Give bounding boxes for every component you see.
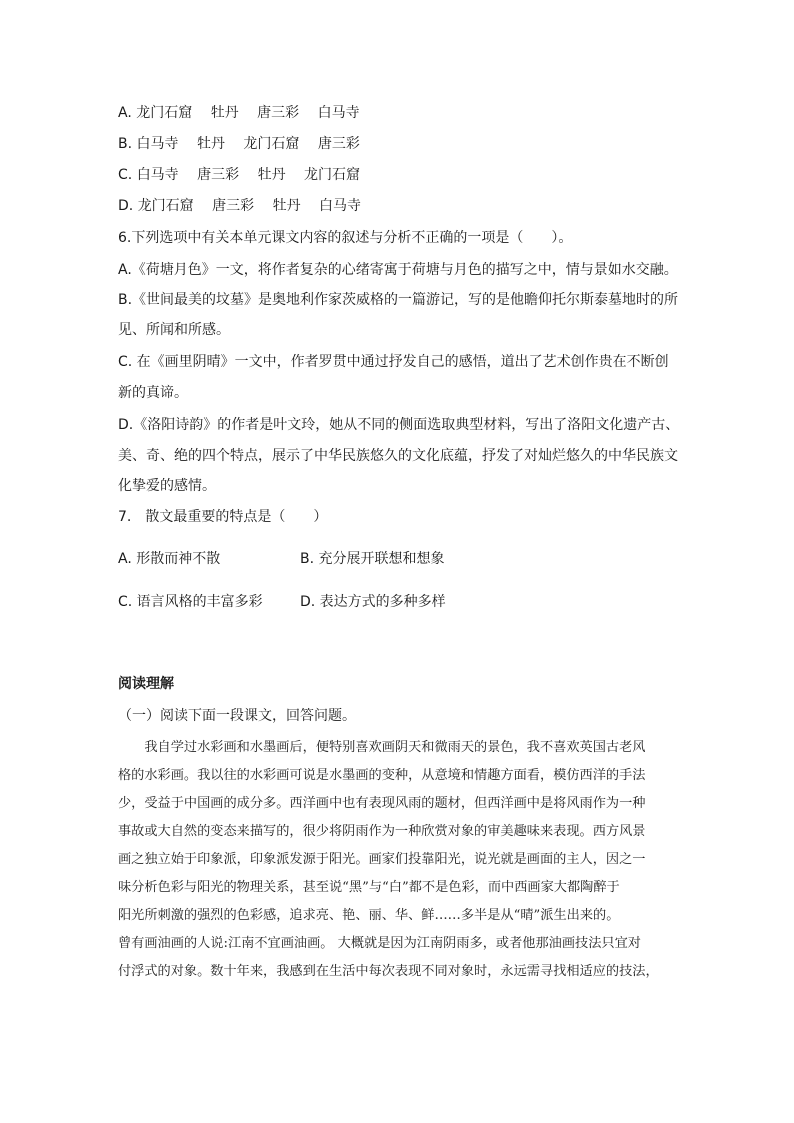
q5-option-b-item-2: 牡丹 <box>196 136 225 152</box>
q5-option-a-item-1: 龙门石窟 <box>136 105 193 121</box>
q5-option-a-item-2: 牡丹 <box>210 105 239 121</box>
q5-option-b-letter: B. <box>118 136 133 152</box>
q5-option-a-item-4: 白马寺 <box>317 105 360 121</box>
section-heading: 阅读理解 <box>118 676 174 692</box>
q6-option-a: A.《荷塘月色》一文，将作者复杂的心绪寄寓于荷塘与月色的描写之中，情与景如水交融。 <box>118 262 678 278</box>
passage-line-2: 格的水彩画。我以往的水彩画可说是水墨画的变种，从意境和情趣方面看，模仿西洋的手法 <box>118 768 646 783</box>
q7-option-c: C. 语言风格的丰富多彩 <box>118 594 263 610</box>
q7-option-b: B. 充分展开联想和想象 <box>300 551 445 567</box>
q5-option-a-item-3: 唐三彩 <box>257 105 300 121</box>
q5-option-d-item-1: 龙门石窟 <box>137 198 194 214</box>
q6-option-d-line-3: 化挚爱的感情。 <box>118 478 216 494</box>
q5-option-b-item-4: 唐三彩 <box>317 136 360 152</box>
q6-option-d-line-2: 美、奇、绝的四个特点，展示了中华民族悠久的文化底蕴，抒发了对灿烂悠久的中华民族文 <box>118 448 678 464</box>
q5-option-a <box>118 103 374 123</box>
q6-stem: 6.下列选项中有关本单元课文内容的叙述与分析不正确的一项是（ ）。 <box>118 230 573 246</box>
q5-option-c-item-3: 牡丹 <box>257 167 286 183</box>
q6-option-b-line-1: B.《世间最美的坟墓》是奥地利作家茨威格的一篇游记，写的是他瞻仰托尔斯泰墓地时的所 <box>118 292 679 308</box>
q7-stem: 7. 散文最重要的特点是（ ） <box>118 509 328 525</box>
passage-line-6: 味分析色彩与阳光的物理关系，甚至说“黑”与“白”都不是色彩，而中西画家大都陶醉于 <box>118 880 620 895</box>
q5-option-b-item-1: 白马寺 <box>136 136 179 152</box>
q7-option-a: A. 形散而神不散 <box>118 551 221 567</box>
q5-option-d-item-3: 牡丹 <box>272 198 301 214</box>
passage-line-3: 少，受益于中国画的成分多。西洋画中也有表现风雨的题材，但西洋画中是将风雨作为一种 <box>118 796 646 811</box>
q5-option-d-item-4: 白马寺 <box>319 198 362 214</box>
q5-option-c-item-4: 龙门石窟 <box>304 167 361 183</box>
passage-line-9: 付浮式的对象。数十年来，我感到在生活中每次表现不同对象时，永远需寻找相适应的技法， <box>118 964 659 979</box>
q5-option-b <box>118 134 374 154</box>
q6-option-c-line-1: C. 在《画里阴晴》一文中，作者罗贯中通过抒发自己的感悟，道出了艺术创作贵在不断创 <box>118 354 669 370</box>
q5-option-c-item-2: 唐三彩 <box>197 167 240 183</box>
q5-option-d-item-2: 唐三彩 <box>212 198 255 214</box>
q5-option-d <box>118 196 375 216</box>
q5-option-c-item-1: 白马寺 <box>136 167 179 183</box>
q5-option-b-item-3: 龙门石窟 <box>243 136 300 152</box>
q6-option-b-line-2: 见、所闻和所感。 <box>118 322 230 338</box>
reading-instruction: （一）阅读下面一段课文，回答问题。 <box>118 708 356 724</box>
passage-line-4: 事故或大自然的变态来描写的，很少将阴雨作为一种欣赏对象的审美趣味来表现。西方风景 <box>118 824 646 839</box>
passage-line-7: 阳光所刺激的强烈的色彩感，追求亮、艳、丽、华、鲜……多半是从“晴”派生出来的。 <box>118 908 620 923</box>
q7-option-d: D. 表达方式的多种多样 <box>300 594 446 610</box>
q5-option-a-letter: A. <box>118 105 132 121</box>
q5-option-c-letter: C. <box>118 167 133 183</box>
passage-line-1: 我自学过水彩画和水墨画后，便特别喜欢画阴天和微雨天的景色，我不喜欢英国古老风 <box>118 740 646 755</box>
passage-line-5: 画之独立始于印象派，印象派发源于阳光。画家们投靠阳光，说光就是画面的主人，因之一 <box>118 852 646 867</box>
passage-line-8: 曾有画油画的人说:江南不宜画油画。 大概就是因为江南阴雨多，或者他那油画技法只宜对 <box>118 936 641 951</box>
q6-option-d-line-1: D.《洛阳诗韵》的作者是叶文玲，她从不同的侧面选取典型材料，写出了洛阳文化遗产古、 <box>118 417 680 433</box>
q5-option-d-letter: D. <box>118 198 134 214</box>
q6-option-c-line-2: 新的真谛。 <box>118 385 188 401</box>
q5-option-c <box>118 165 374 185</box>
